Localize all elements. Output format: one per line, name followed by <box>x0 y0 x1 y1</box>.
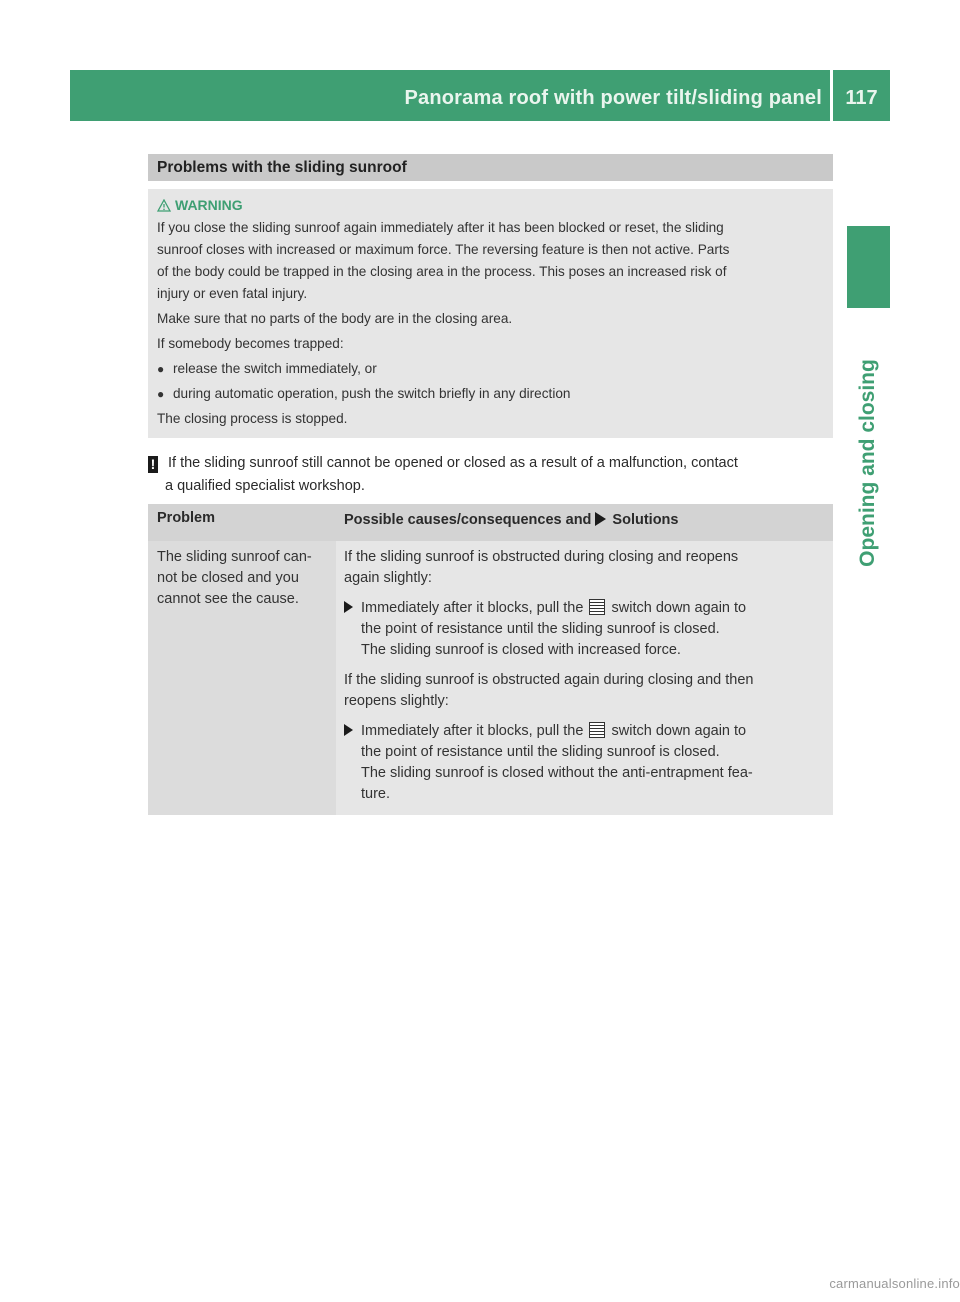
warning-make-sure: Make sure that no parts of the body are in the closing area. <box>157 311 513 326</box>
warning-heading <box>157 193 824 217</box>
roof-switch-icon <box>589 599 605 615</box>
step-text: the point of resistance until the sliding sunroof is closed. <box>361 744 720 760</box>
warning-line: If you close the sliding sunroof again immediately after it has been blocked or reset, the sliding <box>157 220 724 235</box>
table-cell-solutions <box>336 541 833 815</box>
step-result: ture. <box>361 786 391 802</box>
warning-line: of the body could be trapped in the closing area in the process. This poses an increased risk of <box>157 264 727 279</box>
warning-line: injury or even fatal injury. <box>157 286 308 301</box>
step-text: Immediately after it blocks, pull the <box>361 600 584 616</box>
cause-line: again slightly: <box>344 570 432 586</box>
page-title: Panorama roof with power tilt/sliding panel <box>404 87 822 109</box>
warning-if-trapped: If somebody becomes trapped: <box>157 336 344 351</box>
table-header-causes <box>336 504 833 541</box>
section-heading: Problems with the sliding sunroof <box>148 154 833 181</box>
step-text: switch down again to <box>611 723 747 739</box>
solution-step <box>344 721 825 805</box>
step-text: switch down again to <box>611 600 747 616</box>
table-header-causes-prefix: Possible causes/consequences and <box>344 512 592 528</box>
warning-bullet <box>157 383 824 405</box>
warning-closing-stopped: The closing process is stopped. <box>157 411 348 426</box>
bullet-icon: ● <box>157 387 165 401</box>
warning-line: sunroof closes with increased or maximum force. The reversing feature is then not active. Parts <box>157 242 730 257</box>
step-result: The sliding sunroof is closed without the anti-entrapment fea- <box>361 765 753 781</box>
problem-line: The sliding sunroof can- <box>157 549 312 565</box>
step-text: the point of resistance until the sliding sunroof is closed. <box>361 621 720 637</box>
step-arrow-icon <box>344 724 353 736</box>
cause-line: If the sliding sunroof is obstructed again during closing and then <box>344 672 754 688</box>
table-cell-problem <box>148 541 336 815</box>
chapter-tab <box>847 226 890 308</box>
step-arrow-icon <box>344 601 353 613</box>
notice-line: a qualified specialist workshop. <box>165 478 365 494</box>
watermark: carmanualsonline.info <box>829 1276 960 1291</box>
notice <box>148 452 836 498</box>
cause-line: reopens slightly: <box>344 693 449 709</box>
warning-triangle-icon <box>157 199 171 212</box>
page-number: 117 <box>845 87 878 109</box>
table-header-causes-suffix: Solutions <box>612 512 679 528</box>
problem-line: cannot see the cause. <box>157 591 299 607</box>
problem-line: not be closed and you <box>157 570 299 586</box>
warning-bullet-text: release the switch immediately, or <box>173 361 377 376</box>
roof-switch-icon <box>589 722 605 738</box>
chapter-label-text: Opening and closing <box>856 359 879 567</box>
exclamation-icon: ! <box>148 456 158 473</box>
solution-step <box>344 598 825 661</box>
warning-box <box>148 189 833 438</box>
warning-bullet-text: during automatic operation, push the switch briefly in any direction <box>173 386 571 401</box>
step-text: Immediately after it blocks, pull the <box>361 723 584 739</box>
warning-label: WARNING <box>175 197 243 213</box>
table-header-problem: Problem <box>148 504 336 541</box>
play-arrow-icon <box>595 512 606 526</box>
notice-line: If the sliding sunroof still cannot be opened or closed as a result of a malfunction, contact <box>168 455 738 471</box>
step-result: The sliding sunroof is closed with increased force. <box>361 642 681 658</box>
bullet-icon: ● <box>157 362 165 376</box>
warning-bullet <box>157 358 824 380</box>
cause-line: If the sliding sunroof is obstructed during closing and reopens <box>344 549 739 565</box>
